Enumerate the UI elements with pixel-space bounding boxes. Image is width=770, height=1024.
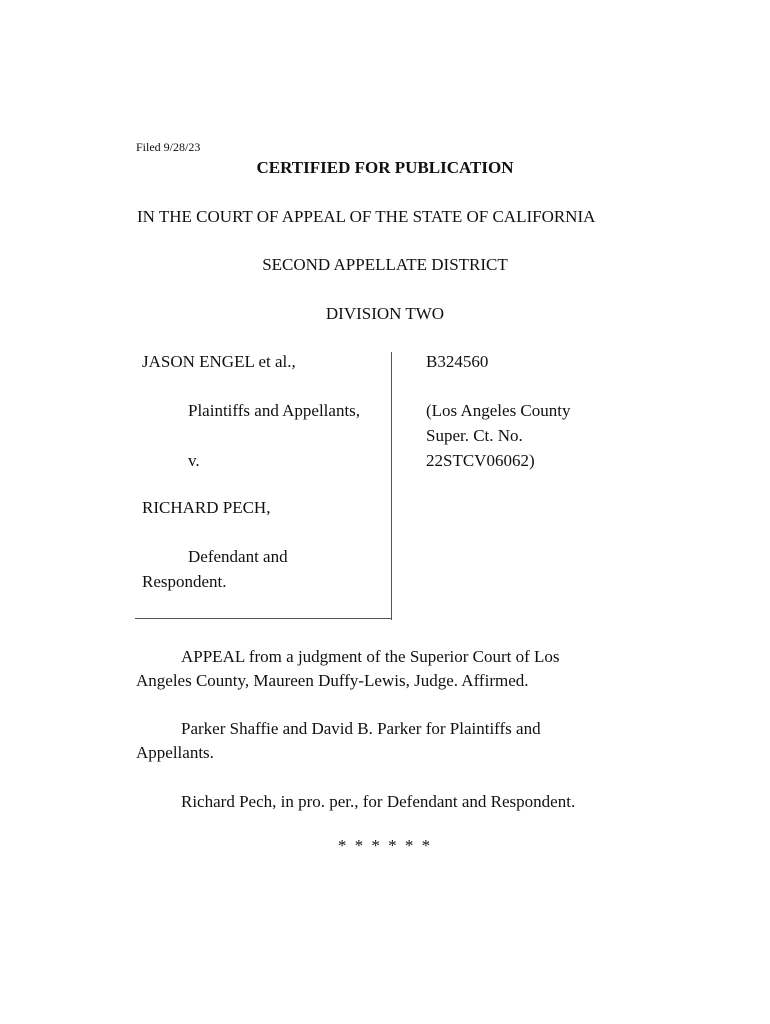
lower-court-line2: Super. Ct. No. (426, 426, 523, 445)
versus-label: v. (188, 451, 200, 470)
counsel-line1: Parker Shaffie and David B. Parker for Plaintiffs and (181, 719, 541, 738)
certified-heading: CERTIFIED FOR PUBLICATION (256, 158, 514, 177)
lower-court-line3: 22STCV06062) (426, 451, 535, 470)
division-name: DIVISION TWO (325, 304, 445, 323)
appeal-line1: APPEAL from a judgment of the Superior Court of Los (181, 647, 560, 666)
district-name: SECOND APPELLATE DISTRICT (262, 255, 508, 274)
filed-date: Filed 9/28/23 (136, 140, 201, 154)
court-name: IN THE COURT OF APPEAL OF THE STATE OF CALIFORNIA (137, 207, 596, 226)
case-number: B324560 (426, 352, 489, 371)
section-separator: * * * * * * (337, 836, 433, 855)
caption-horizontal-rule (135, 618, 392, 619)
defendant-role-line2: Respondent. (142, 572, 227, 591)
plaintiff-name: JASON ENGEL et al., (142, 352, 296, 371)
lower-court-line1: (Los Angeles County (426, 401, 571, 420)
plaintiff-role: Plaintiffs and Appellants, (188, 401, 361, 420)
respondent-counsel: Richard Pech, in pro. per., for Defendant and Respondent. (181, 792, 576, 811)
caption-vertical-rule (391, 352, 392, 620)
appeal-line2: Angeles County, Maureen Duffy-Lewis, Judge. Affirmed. (136, 671, 529, 690)
defendant-name: RICHARD PECH, (142, 498, 271, 517)
counsel-line2: Appellants. (136, 743, 214, 762)
defendant-role-line1: Defendant and (188, 547, 288, 566)
